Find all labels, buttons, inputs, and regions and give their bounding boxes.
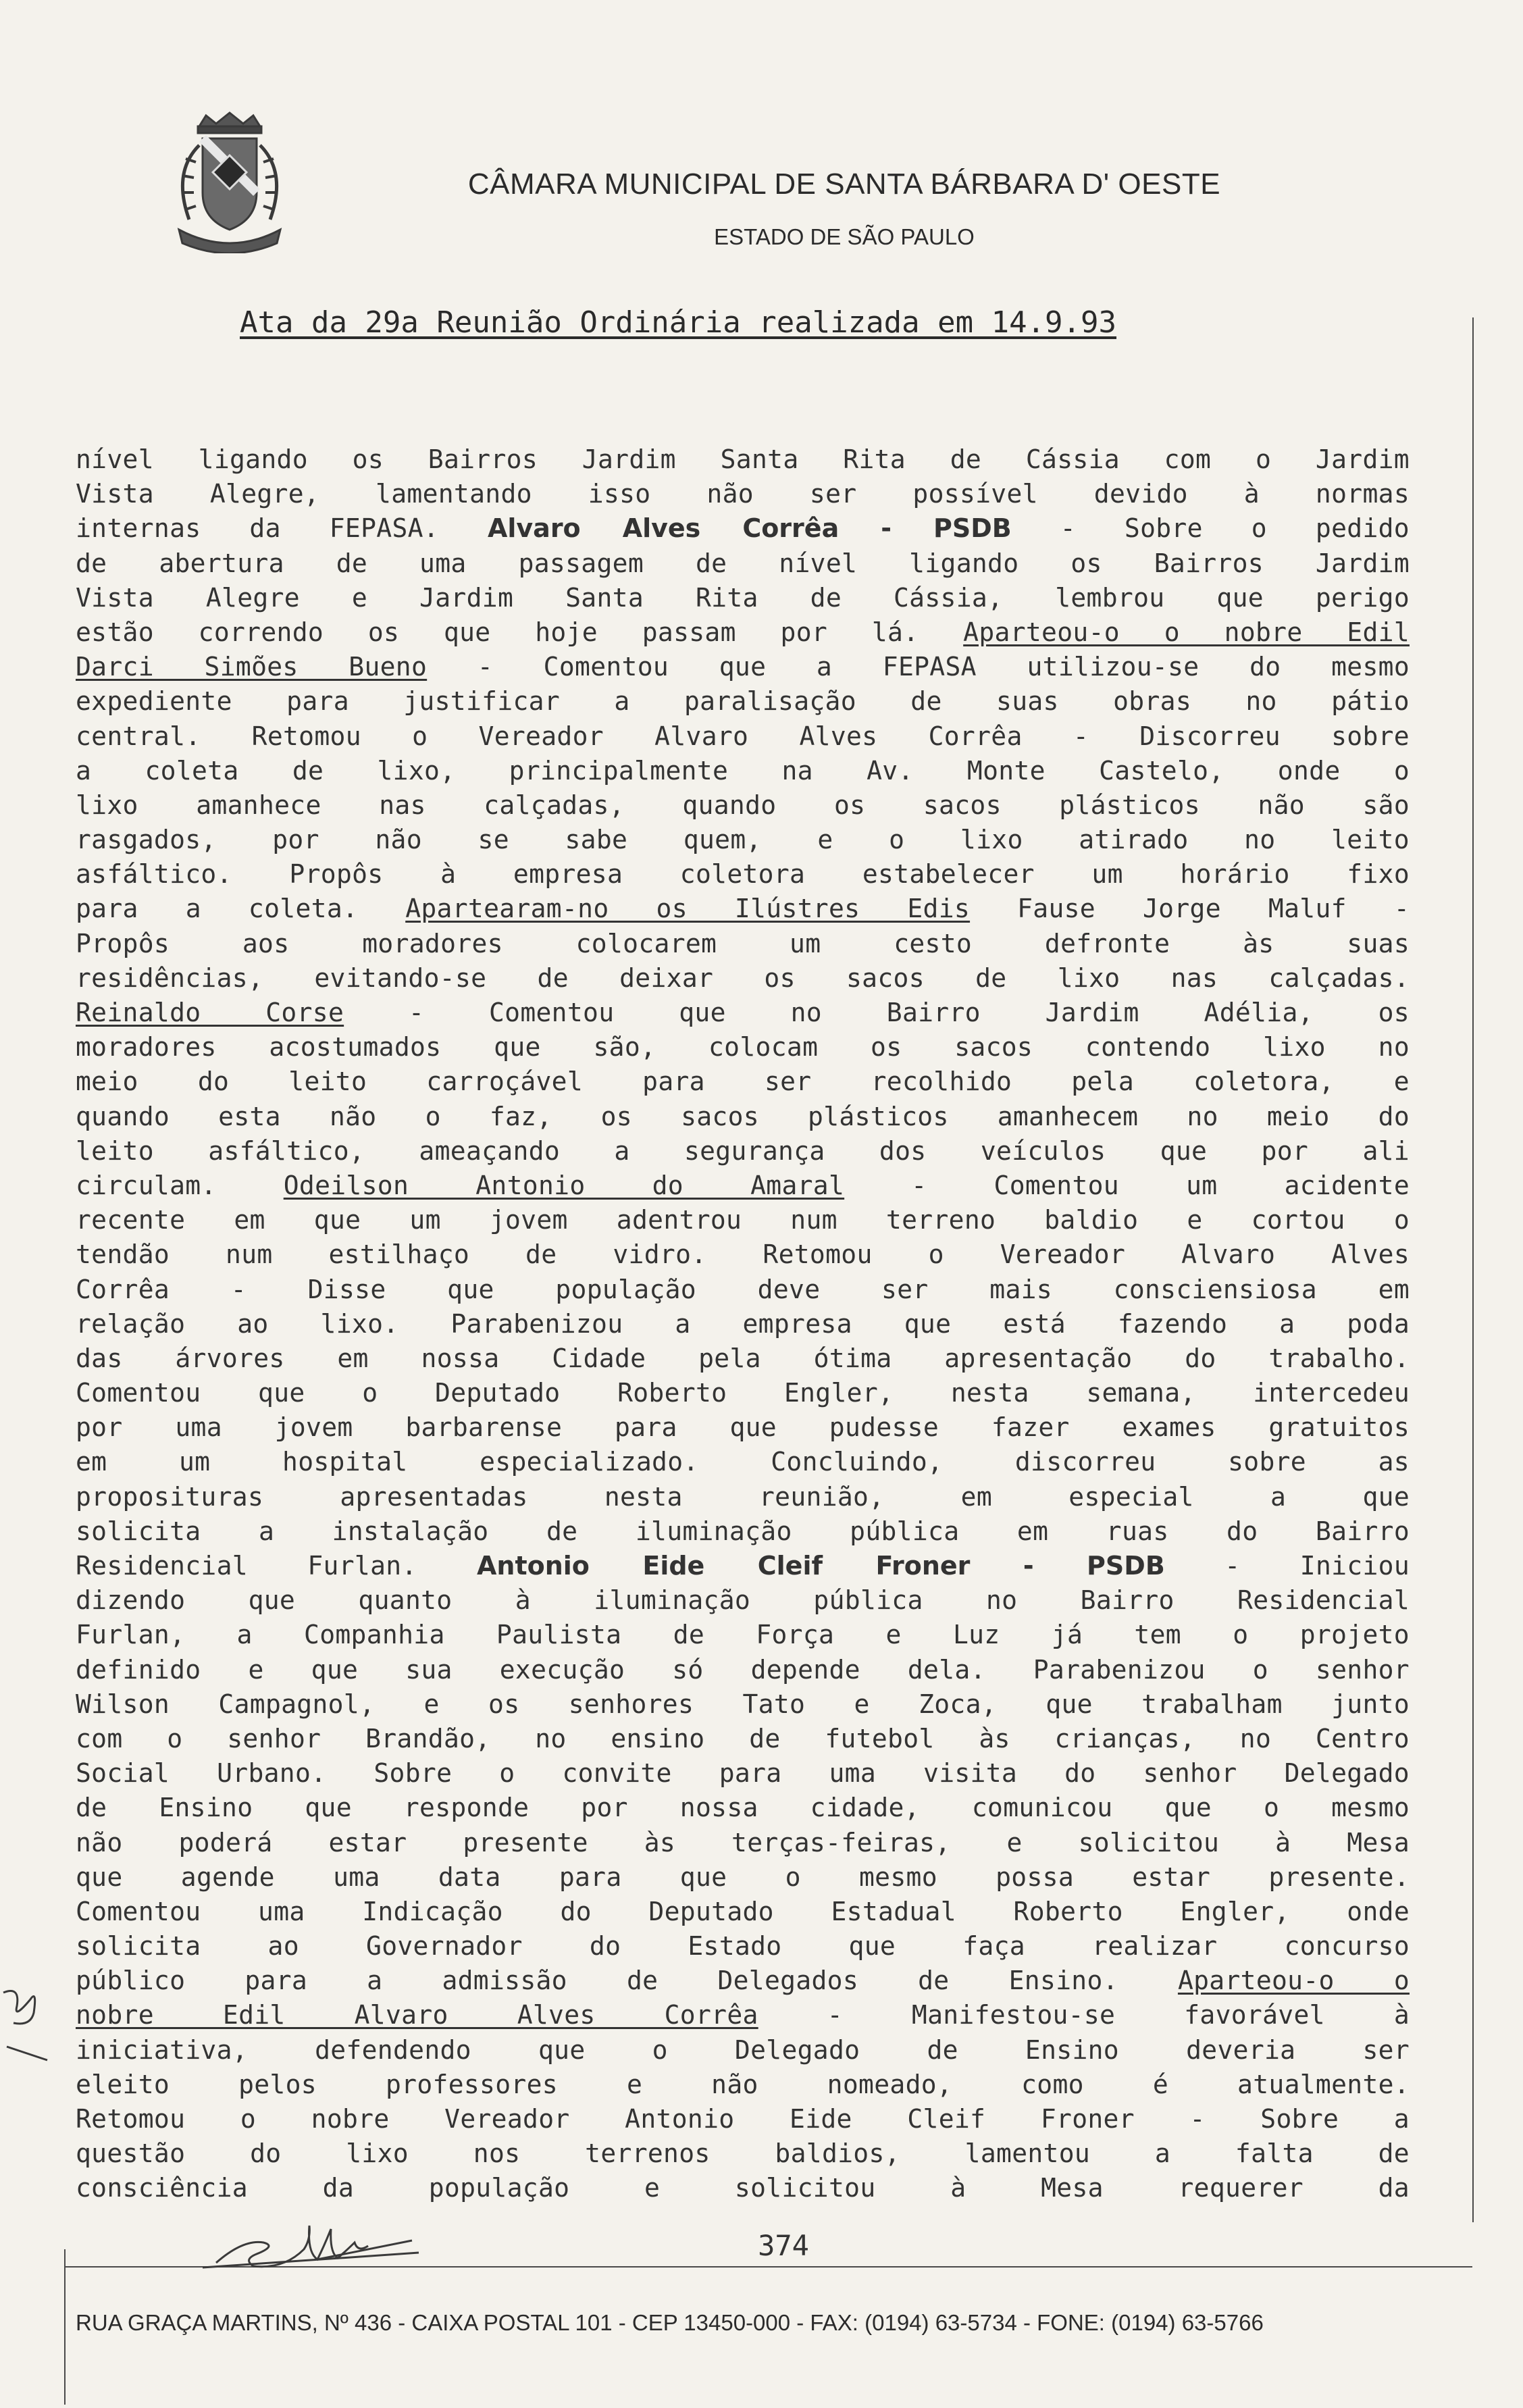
line-text: dizendo que quanto à iluminação pública no Bairro Residencial: [76, 1585, 1410, 1616]
line-text: quando esta não o faz, os sacos plásticos amanhecem no meio do: [76, 1101, 1410, 1131]
line-text: internas da FEPASA.: [76, 513, 488, 544]
body-line: [76, 719, 1410, 754]
body-line: [76, 2033, 1410, 2068]
page-border-right: [1472, 317, 1474, 2222]
line-text: público para a admissão de Delegados de Ensino.: [76, 1966, 1178, 1996]
body-line: [76, 1929, 1410, 1964]
line-text: Propôs aos moradores colocarem um cesto defronte às suas: [76, 928, 1410, 958]
body-line: [76, 1722, 1410, 1756]
line-text: de abertura de uma passagem de nível ligando os Bairros Jardim: [76, 548, 1410, 578]
line-text: recente em que um jovem adentrou num terreno baldio e cortou o: [76, 1205, 1410, 1235]
body-line: [76, 442, 1410, 477]
body-line: [76, 1273, 1410, 1307]
body-line: [76, 546, 1410, 581]
body-line: [76, 1998, 1410, 2032]
municipal-crest-icon: [165, 111, 294, 253]
body-line: [76, 788, 1410, 823]
underlined-name: Apartearam-no os Ilústres Edis: [405, 894, 971, 924]
body-line: [76, 927, 1410, 961]
line-text: em um hospital especializado. Concluindo, discorreu sobre as: [76, 1447, 1410, 1477]
body-line: [76, 1964, 1410, 1998]
body-line: [76, 1653, 1410, 1687]
line-text: das árvores em nossa Cidade pela ótima apresentação do trabalho.: [76, 1343, 1410, 1373]
body-line: [76, 2171, 1410, 2205]
body-line: [76, 615, 1410, 650]
line-text: meio do leito carroçável para ser recolhido pela coletora, e: [76, 1067, 1410, 1097]
line-text: Residencial Furlan.: [76, 1551, 477, 1581]
body-line: [76, 1341, 1410, 1376]
body-line: [76, 684, 1410, 719]
line-text: lixo amanhece nas calçadas, quando os sacos plásticos não são: [76, 790, 1410, 820]
underlined-name: Aparteou-o o: [1177, 1966, 1410, 1996]
line-text: Corrêa - Disse que população deve ser mais consciensiosa em: [76, 1274, 1410, 1304]
underlined-name: Odeilson Antonio do Amaral: [283, 1170, 845, 1200]
line-text: Fause Jorge Maluf -: [970, 894, 1410, 924]
line-text: questão do lixo nos terrenos baldios, lamentou a falta de: [76, 2138, 1410, 2169]
minutes-body: [76, 442, 1410, 2206]
line-text: Wilson Campagnol, e os senhores Tato e Zoca, que trabalham junto: [76, 1689, 1410, 1719]
underlined-name: Darci Simões Bueno: [76, 652, 428, 682]
line-text: relação ao lixo. Parabenizou a empresa que está fazendo a poda: [76, 1308, 1410, 1339]
body-line: [76, 1791, 1410, 1825]
body-line: [76, 1514, 1410, 1549]
underlined-name: nobre Edil Alvaro Alves Corrêa: [76, 2000, 758, 2030]
page-number: 374: [758, 2229, 809, 2262]
line-text: tendão num estilhaço de vidro. Retomou o Vereador Alvaro Alves: [76, 1239, 1410, 1270]
line-text: que agende uma data para que o mesmo possa estar presente.: [76, 1862, 1410, 1892]
line-text: nível ligando os Bairros Jardim Santa Rita de Cássia com o Jardim: [76, 444, 1410, 474]
body-line: [76, 1065, 1410, 1099]
line-text: Social Urbano. Sobre o convite para uma visita do senhor Delegado: [76, 1758, 1410, 1789]
line-text: Retomou o nobre Vereador Antonio Eide Cleif Froner - Sobre a: [76, 2104, 1410, 2134]
header-title: CÂMARA MUNICIPAL DE SANTA BÁRBARA D' OESTE: [467, 168, 1221, 201]
body-line: [76, 823, 1410, 857]
body-line: [76, 1134, 1410, 1169]
speaker-name: Antonio Eide Cleif Froner - PSDB: [477, 1551, 1165, 1581]
line-text: solicita ao Governador do Estado que faça realizar concurso: [76, 1931, 1410, 1962]
line-text: definido e que sua execução só depende dela. Parabenizou o senhor: [76, 1654, 1410, 1685]
line-text: por uma jovem barbarense para que pudesse fazer exames gratuitos: [76, 1412, 1410, 1443]
underlined-name: Reinaldo Corse: [76, 998, 344, 1027]
line-text: consciência da população e solicitou à Mesa requerer da: [76, 2173, 1410, 2203]
body-line: [76, 1100, 1410, 1134]
body-line: [76, 477, 1410, 511]
body-line: [76, 1169, 1410, 1203]
body-line: [76, 1030, 1410, 1065]
line-text: rasgados, por não se sabe quem, e o lixo atirado no leito: [76, 825, 1410, 855]
signature: [203, 2212, 425, 2273]
line-text: circulam.: [76, 1170, 284, 1200]
body-line: [76, 1895, 1410, 1929]
line-text: residências, evitando-se de deixar os sacos de lixo nas calçadas.: [76, 963, 1410, 993]
header-subtitle: ESTADO DE SÃO PAULO: [714, 224, 975, 249]
body-line: [76, 650, 1410, 684]
page-border-left: [64, 2249, 66, 2405]
line-text: solicita a instalação de iluminação pública em ruas do Bairro: [76, 1516, 1410, 1546]
margin-initials: [0, 1972, 54, 2067]
line-text: iniciativa, defendendo que o Delegado de Ensino deveria ser: [76, 2034, 1410, 2065]
line-text: não poderá estar presente às terças-feiras, e solicitou à Mesa: [76, 1827, 1410, 1858]
line-text: - Iniciou: [1164, 1551, 1410, 1581]
document-title: Ata da 29a Reunião Ordinária realizada em 14.9.93: [240, 305, 1117, 340]
line-text: Vista Alegre e Jardim Santa Rita de Cássia, lembrou que perigo: [76, 582, 1410, 613]
body-line: [76, 581, 1410, 615]
body-line: [76, 2102, 1410, 2136]
body-line: [76, 1549, 1410, 1583]
line-text: - Sobre o pedido: [1011, 513, 1410, 544]
body-line: [76, 1203, 1410, 1237]
body-line: [76, 1480, 1410, 1514]
speaker-name: Alvaro Alves Corrêa - PSDB: [487, 513, 1012, 544]
line-text: de Ensino que responde por nossa cidade, comunicou que o mesmo: [76, 1793, 1410, 1823]
body-line: [76, 1687, 1410, 1722]
line-text: com o senhor Brandão, no ensino de futebol às crianças, no Centro: [76, 1723, 1410, 1753]
body-line: [76, 961, 1410, 996]
body-line: [76, 1618, 1410, 1652]
underlined-name: Aparteou-o o nobre Edil: [963, 617, 1410, 647]
line-text: a coleta de lixo, principalmente na Av. Monte Castelo, onde o: [76, 755, 1410, 786]
body-line: [76, 1583, 1410, 1618]
body-line: [76, 2068, 1410, 2102]
body-line: [76, 1756, 1410, 1791]
body-line: [76, 754, 1410, 788]
body-line: [76, 857, 1410, 892]
body-line: [76, 996, 1410, 1030]
line-text: Comentou que o Deputado Roberto Engler, nesta semana, intercedeu: [76, 1378, 1410, 1408]
line-text: para a coleta.: [76, 894, 406, 924]
line-text: - Comentou que a FEPASA utilizou-se do mesmo: [427, 652, 1410, 682]
line-text: asfáltico. Propôs à empresa coletora estabelecer um horário fixo: [76, 859, 1410, 890]
line-text: - Comentou que no Bairro Jardim Adélia, os: [344, 998, 1410, 1027]
footer-address: RUA GRAÇA MARTINS, Nº 436 - CAIXA POSTAL 101 - CEP 13450-000 - FAX: (0194) 63-5734 - FONE: (0194) 63-5766: [76, 2310, 1264, 2335]
line-text: leito asfáltico, ameaçando a segurança dos veículos que por ali: [76, 1135, 1410, 1166]
line-text: eleito pelos professores e não nomeado, como é atualmente.: [76, 2069, 1410, 2099]
body-line: [76, 1410, 1410, 1445]
body-line: [76, 1307, 1410, 1341]
line-text: - Comentou um acidente: [844, 1170, 1410, 1200]
line-text: estão correndo os que hoje passam por lá.: [76, 617, 964, 647]
body-line: [76, 1445, 1410, 1479]
body-line: [76, 2136, 1410, 2171]
line-text: proposituras apresentadas nesta reunião, em especial a que: [76, 1481, 1410, 1512]
body-line: [76, 511, 1410, 546]
line-text: Vista Alegre, lamentando isso não ser possível devido à normas: [76, 479, 1410, 509]
body-line: [76, 1237, 1410, 1272]
line-text: moradores acostumados que são, colocam os sacos contendo lixo no: [76, 1032, 1410, 1062]
line-text: - Manifestou-se favorável à: [758, 2000, 1410, 2030]
line-text: central. Retomou o Vereador Alvaro Alves Corrêa - Discorreu sobre: [76, 721, 1410, 751]
body-line: [76, 892, 1410, 926]
line-text: Furlan, a Companhia Paulista de Força e Luz já tem o projeto: [76, 1620, 1410, 1650]
body-line: [76, 1826, 1410, 1860]
line-text: expediente para justificar a paralisação de suas obras no pátio: [76, 686, 1410, 717]
body-line: [76, 1376, 1410, 1410]
body-line: [76, 1860, 1410, 1895]
line-text: Comentou uma Indicação do Deputado Estadual Roberto Engler, onde: [76, 1896, 1410, 1926]
